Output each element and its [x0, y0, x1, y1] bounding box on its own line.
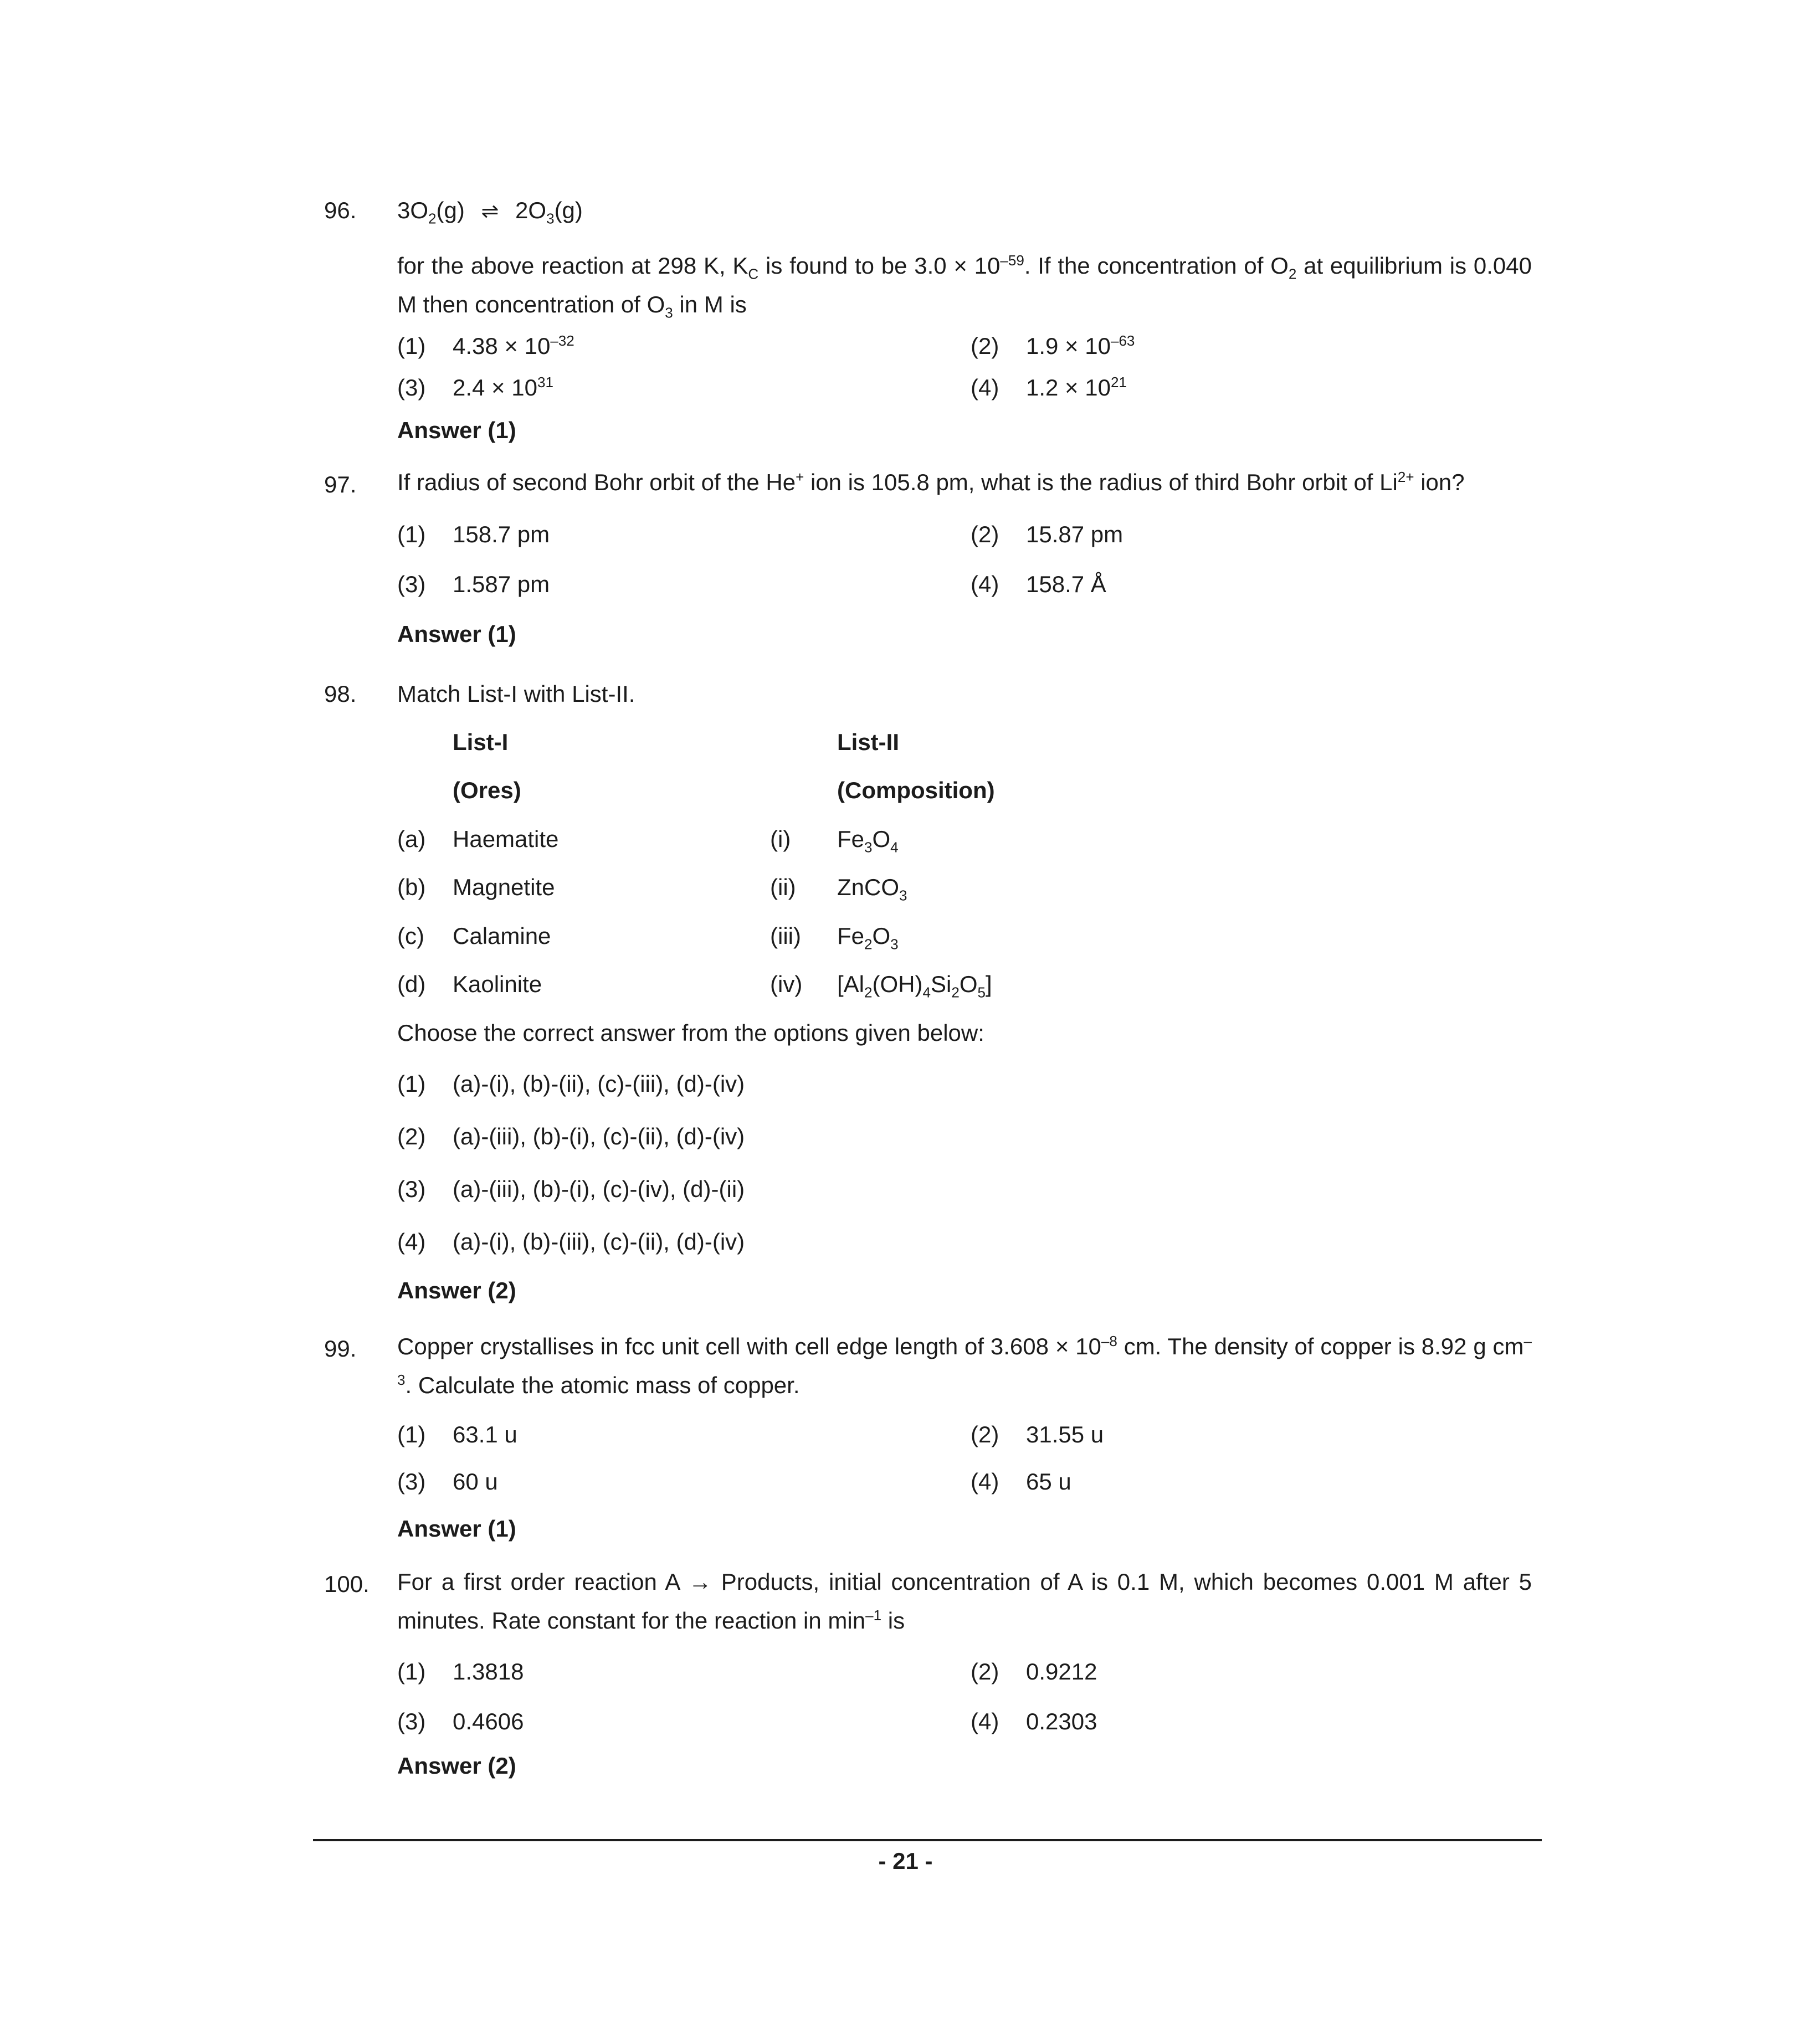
ore-name: Haematite: [453, 826, 559, 852]
equation-lhs-subscript: 2: [428, 210, 437, 227]
list-row-label: (ii): [770, 874, 796, 900]
formula-part: O: [959, 971, 978, 997]
option-number: (2): [971, 1658, 999, 1684]
list-row-label: (iii): [770, 923, 801, 949]
text-subscript: 2: [1288, 265, 1297, 283]
option-value: 0.2303: [1026, 1708, 1097, 1734]
option-value: 1.587 pm: [453, 571, 550, 597]
text-part: is found to be 3.0 × 10: [758, 253, 1001, 279]
formula-subscript: 3: [899, 887, 907, 904]
composition-formula: [837, 874, 907, 904]
ore-name: Calamine: [453, 923, 551, 949]
option-value: (a)-(i), (b)-(iii), (c)-(ii), (d)-(iv): [453, 1229, 745, 1255]
option-1: [397, 332, 574, 360]
option-2: [971, 332, 1135, 360]
option-value: 158.7 pm: [453, 521, 550, 547]
formula-subscript: 2: [864, 984, 873, 1001]
answer-label: Answer (2): [397, 1277, 516, 1303]
question-text: [397, 1563, 1532, 1640]
text-superscript: –8: [1101, 1333, 1117, 1349]
option-3: [397, 374, 553, 402]
list1-heading: List-I: [453, 729, 509, 755]
text-subscript: C: [748, 265, 759, 283]
option-exponent: 31: [537, 374, 553, 391]
formula-subscript: 4: [890, 839, 899, 856]
option-value: 158.7 Å: [1026, 571, 1106, 597]
option-number: (2): [397, 1123, 426, 1149]
option-2: [971, 521, 1123, 548]
option-value: 2.4 × 10: [453, 374, 537, 400]
equation-lhs: 3O: [397, 197, 429, 223]
text-part: . Calculate the atomic mass of copper.: [405, 1372, 800, 1398]
question-number: 96.: [324, 197, 357, 223]
formula-subscript: 3: [890, 936, 899, 953]
text-superscript: –1: [865, 1607, 882, 1624]
list2-subheading: (Composition): [837, 777, 995, 803]
ore-name: Magnetite: [453, 874, 555, 900]
question-number: 99.: [324, 1336, 357, 1362]
option-value: 31.55 u: [1026, 1421, 1104, 1447]
option-exponent: –63: [1110, 332, 1135, 349]
composition-formula: [837, 922, 899, 953]
answer-label: Answer (1): [397, 621, 516, 647]
formula-part: Fe: [837, 923, 865, 949]
page-number: - 21 -: [878, 1848, 933, 1874]
option-number: (1): [397, 1421, 426, 1447]
formula-part: O: [872, 826, 891, 852]
option-number: (1): [397, 521, 426, 547]
composition-formula: [837, 825, 899, 856]
option-4: [397, 1228, 745, 1256]
answer-label: Answer (1): [397, 1516, 516, 1542]
option-value: (a)-(iii), (b)-(i), (c)-(iv), (d)-(ii): [453, 1176, 745, 1202]
list-row-label: (i): [770, 826, 791, 852]
option-value: 0.9212: [1026, 1658, 1097, 1684]
option-value: 4.38 × 10: [453, 333, 551, 359]
equation-lhs-state: (g): [436, 197, 465, 223]
option-number: (1): [397, 333, 426, 359]
option-3: [397, 571, 550, 598]
option-number: (2): [971, 521, 999, 547]
text-part: . If the concentration of O: [1024, 253, 1289, 279]
option-value: 60 u: [453, 1468, 498, 1495]
question-text: Match List-I with List-II.: [397, 681, 635, 707]
reaction-equation: [397, 197, 583, 225]
formula-part: ]: [985, 971, 992, 997]
text-part: for the above reaction at 298 K, K: [397, 253, 748, 279]
list-row-label: (iv): [770, 971, 803, 997]
text-subscript: 3: [665, 304, 673, 321]
option-value: (a)-(iii), (b)-(i), (c)-(ii), (d)-(iv): [453, 1123, 745, 1149]
option-3: [397, 1708, 524, 1735]
text-superscript: +: [796, 469, 804, 485]
formula-subscript: 4: [922, 984, 931, 1001]
formula-subscript: 2: [864, 936, 873, 953]
option-value: 1.2 × 10: [1026, 374, 1111, 400]
option-number: (3): [397, 1176, 426, 1202]
option-4: [971, 374, 1127, 402]
option-value: 65 u: [1026, 1468, 1071, 1495]
option-number: (2): [971, 1421, 999, 1447]
option-number: (3): [397, 571, 426, 597]
option-number: (3): [397, 1468, 426, 1495]
ore-name: Kaolinite: [453, 971, 542, 997]
option-4: [971, 1468, 1071, 1496]
formula-part: (OH): [872, 971, 923, 997]
equation-rhs-subscript: 3: [546, 210, 555, 227]
text-part: cm. The density of copper is 8.92 g cm: [1117, 1333, 1524, 1359]
text-part: at equilibrium is 0.040 M then concentration of O: [397, 253, 1532, 317]
option-number: (4): [971, 374, 999, 400]
equation-rhs: 2O: [515, 197, 547, 223]
text-part: If radius of second Bohr orbit of the He: [397, 469, 796, 495]
option-number: (3): [397, 374, 426, 400]
option-2: [397, 1123, 745, 1151]
option-value: 1.3818: [453, 1658, 524, 1684]
option-value: 0.4606: [453, 1708, 524, 1734]
text-part: ion?: [1414, 469, 1465, 495]
text-superscript: 2+: [1397, 469, 1414, 485]
option-number: (2): [971, 333, 999, 359]
text-part: is: [881, 1608, 905, 1634]
formula-part: ZnCO: [837, 874, 900, 900]
list1-subheading: (Ores): [453, 777, 521, 803]
formula-subscript: 3: [864, 839, 873, 856]
option-3: [397, 1468, 498, 1496]
list-row-label: (a): [397, 826, 426, 852]
answer-label: Answer (1): [397, 417, 516, 443]
formula-part: O: [872, 923, 891, 949]
question-text: [397, 246, 1532, 324]
option-number: (4): [971, 1708, 999, 1734]
formula-part: Si: [930, 971, 952, 997]
question-number: 100.: [324, 1571, 370, 1597]
answer-label: Answer (2): [397, 1753, 516, 1779]
option-1: [397, 1421, 517, 1449]
option-1: [397, 1070, 745, 1098]
question-number: 98.: [324, 681, 357, 707]
option-exponent: 21: [1110, 374, 1127, 391]
option-4: [971, 1708, 1097, 1735]
option-value: (a)-(i), (b)-(ii), (c)-(iii), (d)-(iv): [453, 1071, 745, 1097]
equation-rhs-state: (g): [554, 197, 583, 223]
option-value: 1.9 × 10: [1026, 333, 1111, 359]
option-2: [971, 1421, 1104, 1449]
option-exponent: –32: [550, 332, 574, 349]
question-text: [397, 463, 1532, 502]
list-row-label: (b): [397, 874, 426, 900]
text-superscript: –59: [1000, 252, 1024, 269]
question-number: 97.: [324, 471, 357, 497]
composition-formula: [837, 970, 992, 1001]
option-1: [397, 1658, 524, 1686]
option-number: (4): [971, 571, 999, 597]
option-2: [971, 1658, 1097, 1686]
option-4: [971, 571, 1106, 598]
formula-part: [Al: [837, 971, 865, 997]
equilibrium-arrow-icon: ⇌: [481, 200, 499, 224]
text-part: in M is: [673, 291, 747, 317]
formula-part: Fe: [837, 826, 865, 852]
option-number: (1): [397, 1071, 426, 1097]
question-text: [397, 1327, 1532, 1405]
list-row-label: (d): [397, 971, 426, 997]
option-number: (1): [397, 1658, 426, 1684]
question-prompt: Choose the correct answer from the options given below:: [397, 1020, 984, 1046]
option-value: 63.1 u: [453, 1421, 517, 1447]
option-value: 15.87 pm: [1026, 521, 1123, 547]
footer-divider: [313, 1839, 1542, 1841]
text-part: ion is 105.8 pm, what is the radius of third Bohr orbit of Li: [804, 469, 1398, 495]
list-row-label: (c): [397, 923, 424, 949]
option-number: (4): [971, 1468, 999, 1495]
option-1: [397, 521, 550, 548]
text-part: For a first order reaction A → Products, initial concentration of A is 0.1 M, which becomes 0.001 M after 5 minutes. Rate constant for the reaction in min: [397, 1569, 1532, 1634]
text-superscript: –3: [397, 1333, 1532, 1388]
list2-heading: List-II: [837, 729, 899, 755]
option-3: [397, 1175, 745, 1203]
formula-subscript: 5: [977, 984, 986, 1001]
option-number: (3): [397, 1708, 426, 1734]
formula-subscript: 2: [951, 984, 960, 1001]
text-part: Copper crystallises in fcc unit cell with cell edge length of 3.608 × 10: [397, 1333, 1101, 1359]
option-number: (4): [397, 1229, 426, 1255]
